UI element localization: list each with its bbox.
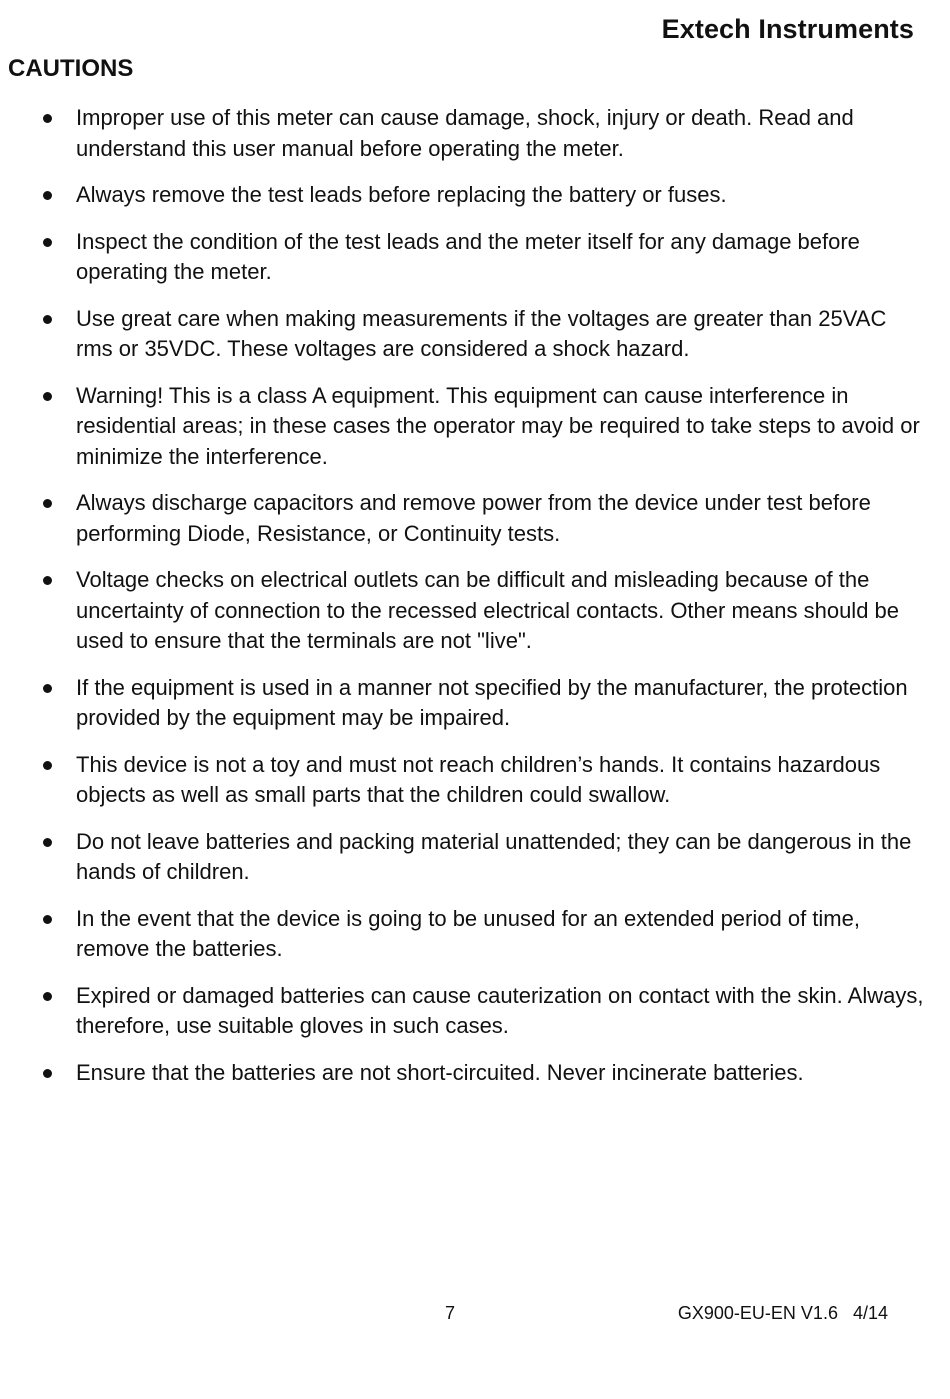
bullet-icon	[43, 191, 52, 200]
list-item	[0, 565, 950, 657]
bullet-icon	[43, 915, 52, 924]
caution-text: Always discharge capacitors and remove power from the device under test before performing Diode, Resistance, or Continuity tests.	[76, 490, 871, 546]
caution-text: Use great care when making measurements if the voltages are greater than 25VAC rms or 35VDC. These voltages are considered a shock hazard.	[76, 305, 887, 361]
caution-text: Warning! This is a class A equipment. This equipment can cause interference in residential areas; in these cases the operator may be required to take steps to avoid or minimize the interference.	[76, 382, 920, 469]
caution-text: Ensure that the batteries are not short-circuited. Never incinerate batteries.	[76, 1059, 804, 1085]
list-item	[0, 673, 950, 734]
caution-text: This device is not a toy and must not reach children’s hands. It contains hazardous objects as well as small parts that the children could swallow.	[76, 751, 881, 807]
brand-header: Extech Instruments	[661, 14, 914, 44]
caution-text: Improper use of this meter can cause damage, shock, injury or death. Read and understand this user manual before operating the meter.	[76, 105, 854, 161]
bullet-icon	[43, 238, 52, 247]
cautions-list	[0, 103, 950, 1104]
bullet-icon	[43, 992, 52, 1001]
document-id: GX900-EU-EN V1.6 4/14	[677, 1303, 888, 1323]
bullet-icon	[43, 761, 52, 770]
list-item	[0, 981, 950, 1042]
bullet-icon	[43, 684, 52, 693]
bullet-icon	[43, 576, 52, 585]
section-title: CAUTIONS	[8, 55, 134, 82]
list-item	[0, 381, 950, 473]
bullet-icon	[43, 838, 52, 847]
list-item	[0, 304, 950, 365]
list-item	[0, 904, 950, 965]
bullet-icon	[43, 392, 52, 401]
list-item	[0, 750, 950, 811]
caution-text: In the event that the device is going to be unused for an extended period of time, remove the batteries.	[76, 905, 860, 961]
list-item	[0, 488, 950, 549]
bullet-icon	[43, 114, 52, 123]
list-item	[0, 827, 950, 888]
caution-text: Expired or damaged batteries can cause cauterization on contact with the skin. Always, therefore, use suitable gloves in such cases.	[76, 982, 924, 1038]
list-item	[0, 180, 950, 211]
caution-text: Do not leave batteries and packing material unattended; they can be dangerous in the hands of children.	[76, 828, 912, 884]
caution-text: Inspect the condition of the test leads and the meter itself for any damage before operating the meter.	[76, 228, 860, 284]
list-item	[0, 227, 950, 288]
page-number: 7	[445, 1303, 456, 1323]
list-item	[0, 103, 950, 164]
list-item	[0, 1058, 950, 1089]
bullet-icon	[43, 1069, 52, 1078]
bullet-icon	[43, 315, 52, 324]
caution-text: Voltage checks on electrical outlets can be difficult and misleading because of the uncertainty of connection to the recessed electrical contacts. Other means should be used to ensure that the terminals are not "live".	[76, 567, 900, 653]
caution-text: Always remove the test leads before replacing the battery or fuses.	[76, 182, 727, 207]
caution-text: If the equipment is used in a manner not specified by the manufacturer, the protection provided by the equipment may be impaired.	[76, 674, 908, 730]
bullet-icon	[43, 499, 52, 508]
